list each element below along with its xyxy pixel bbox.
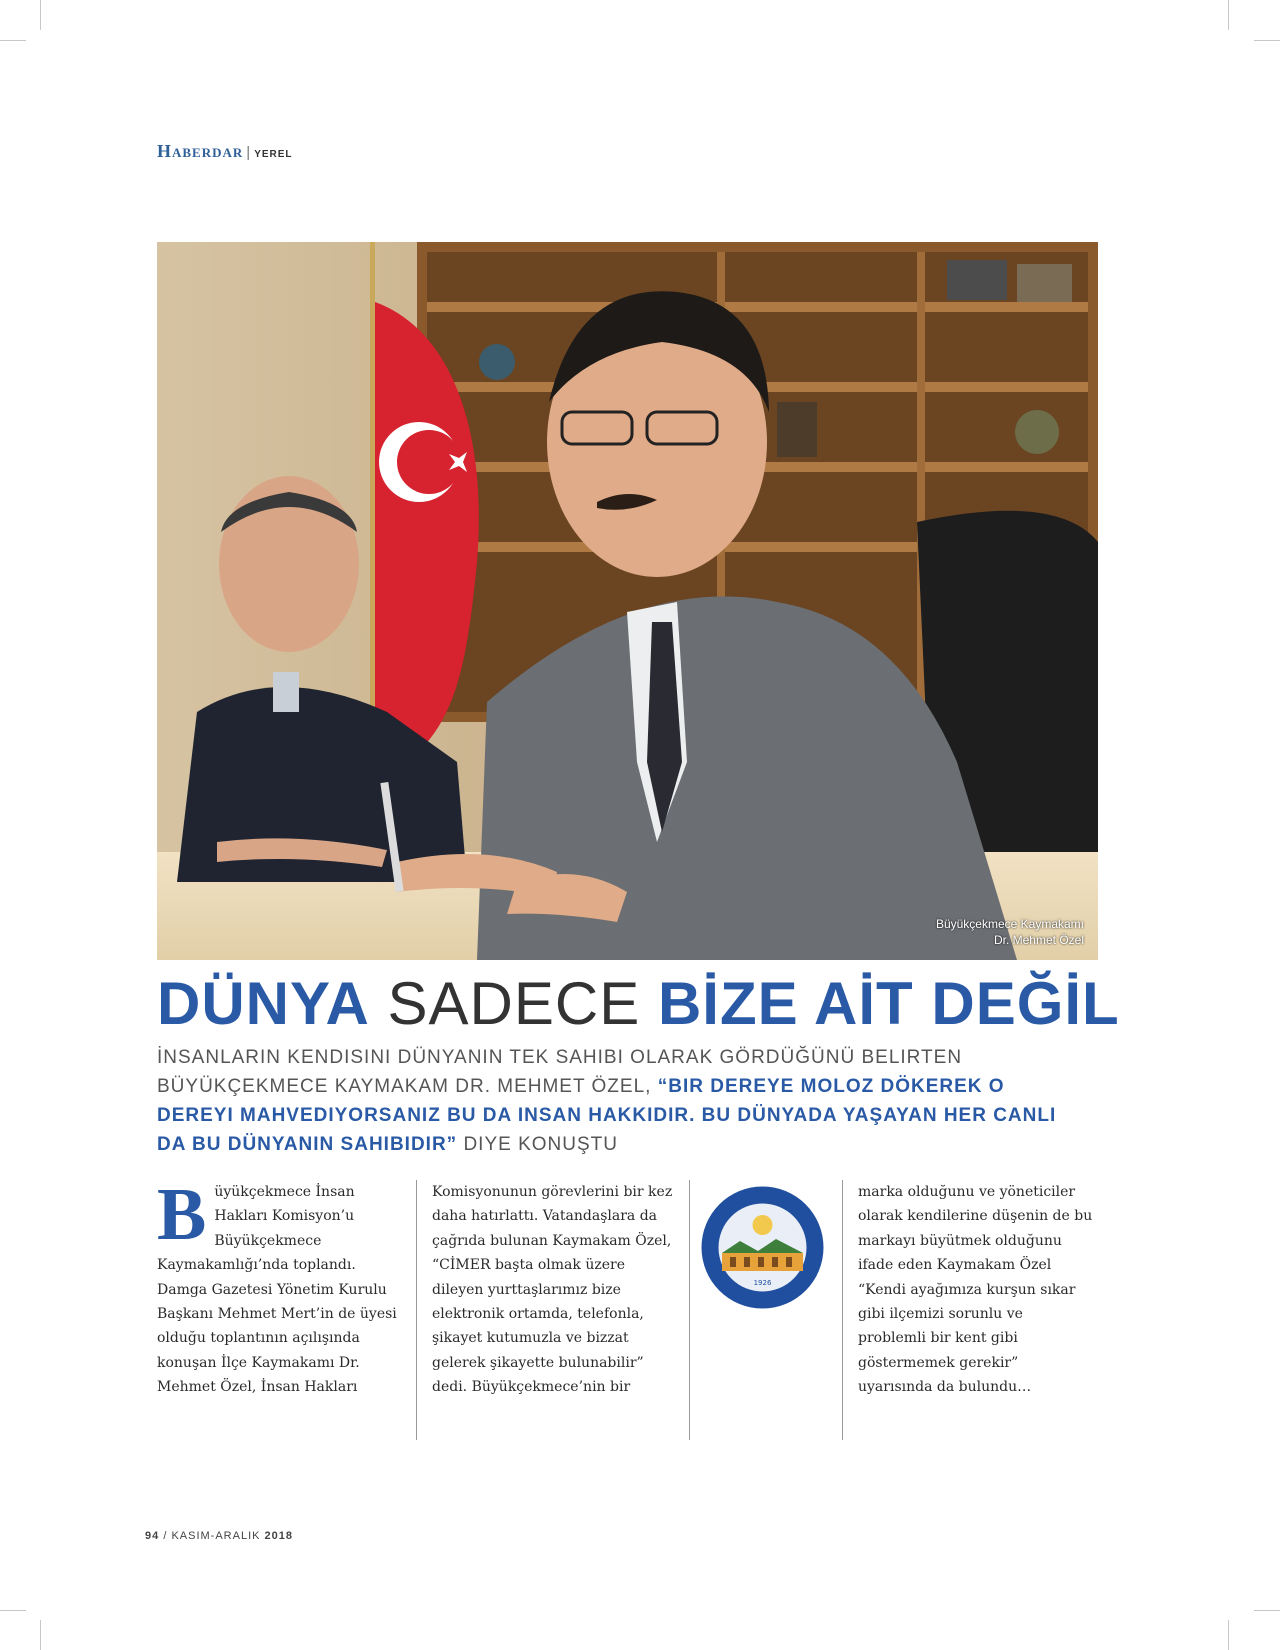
column-divider xyxy=(416,1180,417,1440)
lead-quote: “BIR DEREYE MOLOZ DÖKEREK O DEREYI MAHVEDIYORSANIZ BU DA INSAN HAKKIDIR. BU DÜNYADA YAŞAYAN HER CANLI DA BU DÜNYANIN SAHIBIDIR” xyxy=(157,1076,1057,1155)
headline-part: SADECE xyxy=(387,970,641,1037)
magazine-brand: Haberdar xyxy=(157,141,244,161)
photo-illustration xyxy=(157,242,1098,960)
section-label: YEREL xyxy=(254,149,293,160)
body-text: marka olduğunu ve yöneticiler olarak kendilerine düşenin de bu markayı büyütmek olduğunu ifade eden Kaymakam Özel “Kendi ayağımıza kurşun sıkar gibi ilçemizi sorunlu ve problemli bir kent gibi göstermemek gerekir” uyarısında da bulundu… xyxy=(858,1184,1093,1396)
running-header xyxy=(157,141,293,162)
crop-mark xyxy=(40,0,41,30)
lead-outro: DIYE KONUŞTU xyxy=(463,1134,618,1155)
body-column-3 xyxy=(858,1180,1093,1400)
column-divider xyxy=(689,1180,690,1440)
issue-year: 2018 xyxy=(264,1530,294,1542)
crop-mark xyxy=(0,1610,26,1611)
photo-caption xyxy=(936,916,1084,948)
logo-year: 1926 xyxy=(753,1279,772,1287)
headline-part: DÜNYA xyxy=(157,970,370,1037)
crop-mark xyxy=(0,40,26,41)
body-text: üyükçekmece İnsan Hakları Komisyon’u Büyükçekmece Kaymakamlığı’nda toplandı. Damga Gazetesi Yönetim Kurulu Başkanı Mehmet Mert’in de üyesi olduğu toplantının açılışında konuşan İlçe Kaymakamı Dr. Mehmet Özel, İnsan Hakları xyxy=(157,1184,397,1396)
article-headline xyxy=(157,968,1120,1040)
headline-part: BİZE AİT DEĞİL xyxy=(657,970,1120,1037)
column-divider xyxy=(842,1180,843,1440)
body-column-1 xyxy=(157,1174,397,1400)
body-text: Komisyonunun görevlerini bir kez daha hatırlattı. Vatandaşlara da çağrıda bulunan Kaymakam Özel, “CİMER başta olmak üzere dileyen yurttaşlarımız bize elektronik ortamda, telefonla, şikayet kutumuzla ve bizzat gelerek şikayette bulunabilir” dedi. Büyükçekmece’nin bir xyxy=(432,1184,673,1396)
article-lead xyxy=(157,1043,1077,1159)
page-footer xyxy=(145,1530,293,1542)
crop-mark xyxy=(1228,0,1229,30)
caption-line: Dr. Mehmet Özel xyxy=(993,933,1084,947)
municipality-logo xyxy=(700,1185,825,1310)
crop-mark xyxy=(1254,1610,1280,1611)
drop-cap: B xyxy=(157,1174,207,1256)
lead-intro: İNSANLARIN KENDISINI DÜNYANIN TEK SAHIBI OLARAK GÖRDÜĞÜNÜ BELIRTEN BÜYÜKÇEKMECE KAYMAKAM DR. MEHMET ÖZEL, xyxy=(157,1047,963,1097)
crop-mark xyxy=(1228,1620,1229,1650)
footer-separator: / xyxy=(163,1530,168,1542)
crop-mark xyxy=(1254,40,1280,41)
municipality-seal-icon xyxy=(700,1185,825,1310)
crop-mark xyxy=(40,1620,41,1650)
issue-label: KASIM-ARALIK xyxy=(171,1530,261,1542)
caption-line: Büyükçekmece Kaymakamı xyxy=(935,917,1084,931)
page-number: 94 xyxy=(145,1530,160,1542)
body-column-2 xyxy=(432,1180,677,1400)
article-photo xyxy=(157,242,1098,960)
header-separator: | xyxy=(246,144,252,161)
